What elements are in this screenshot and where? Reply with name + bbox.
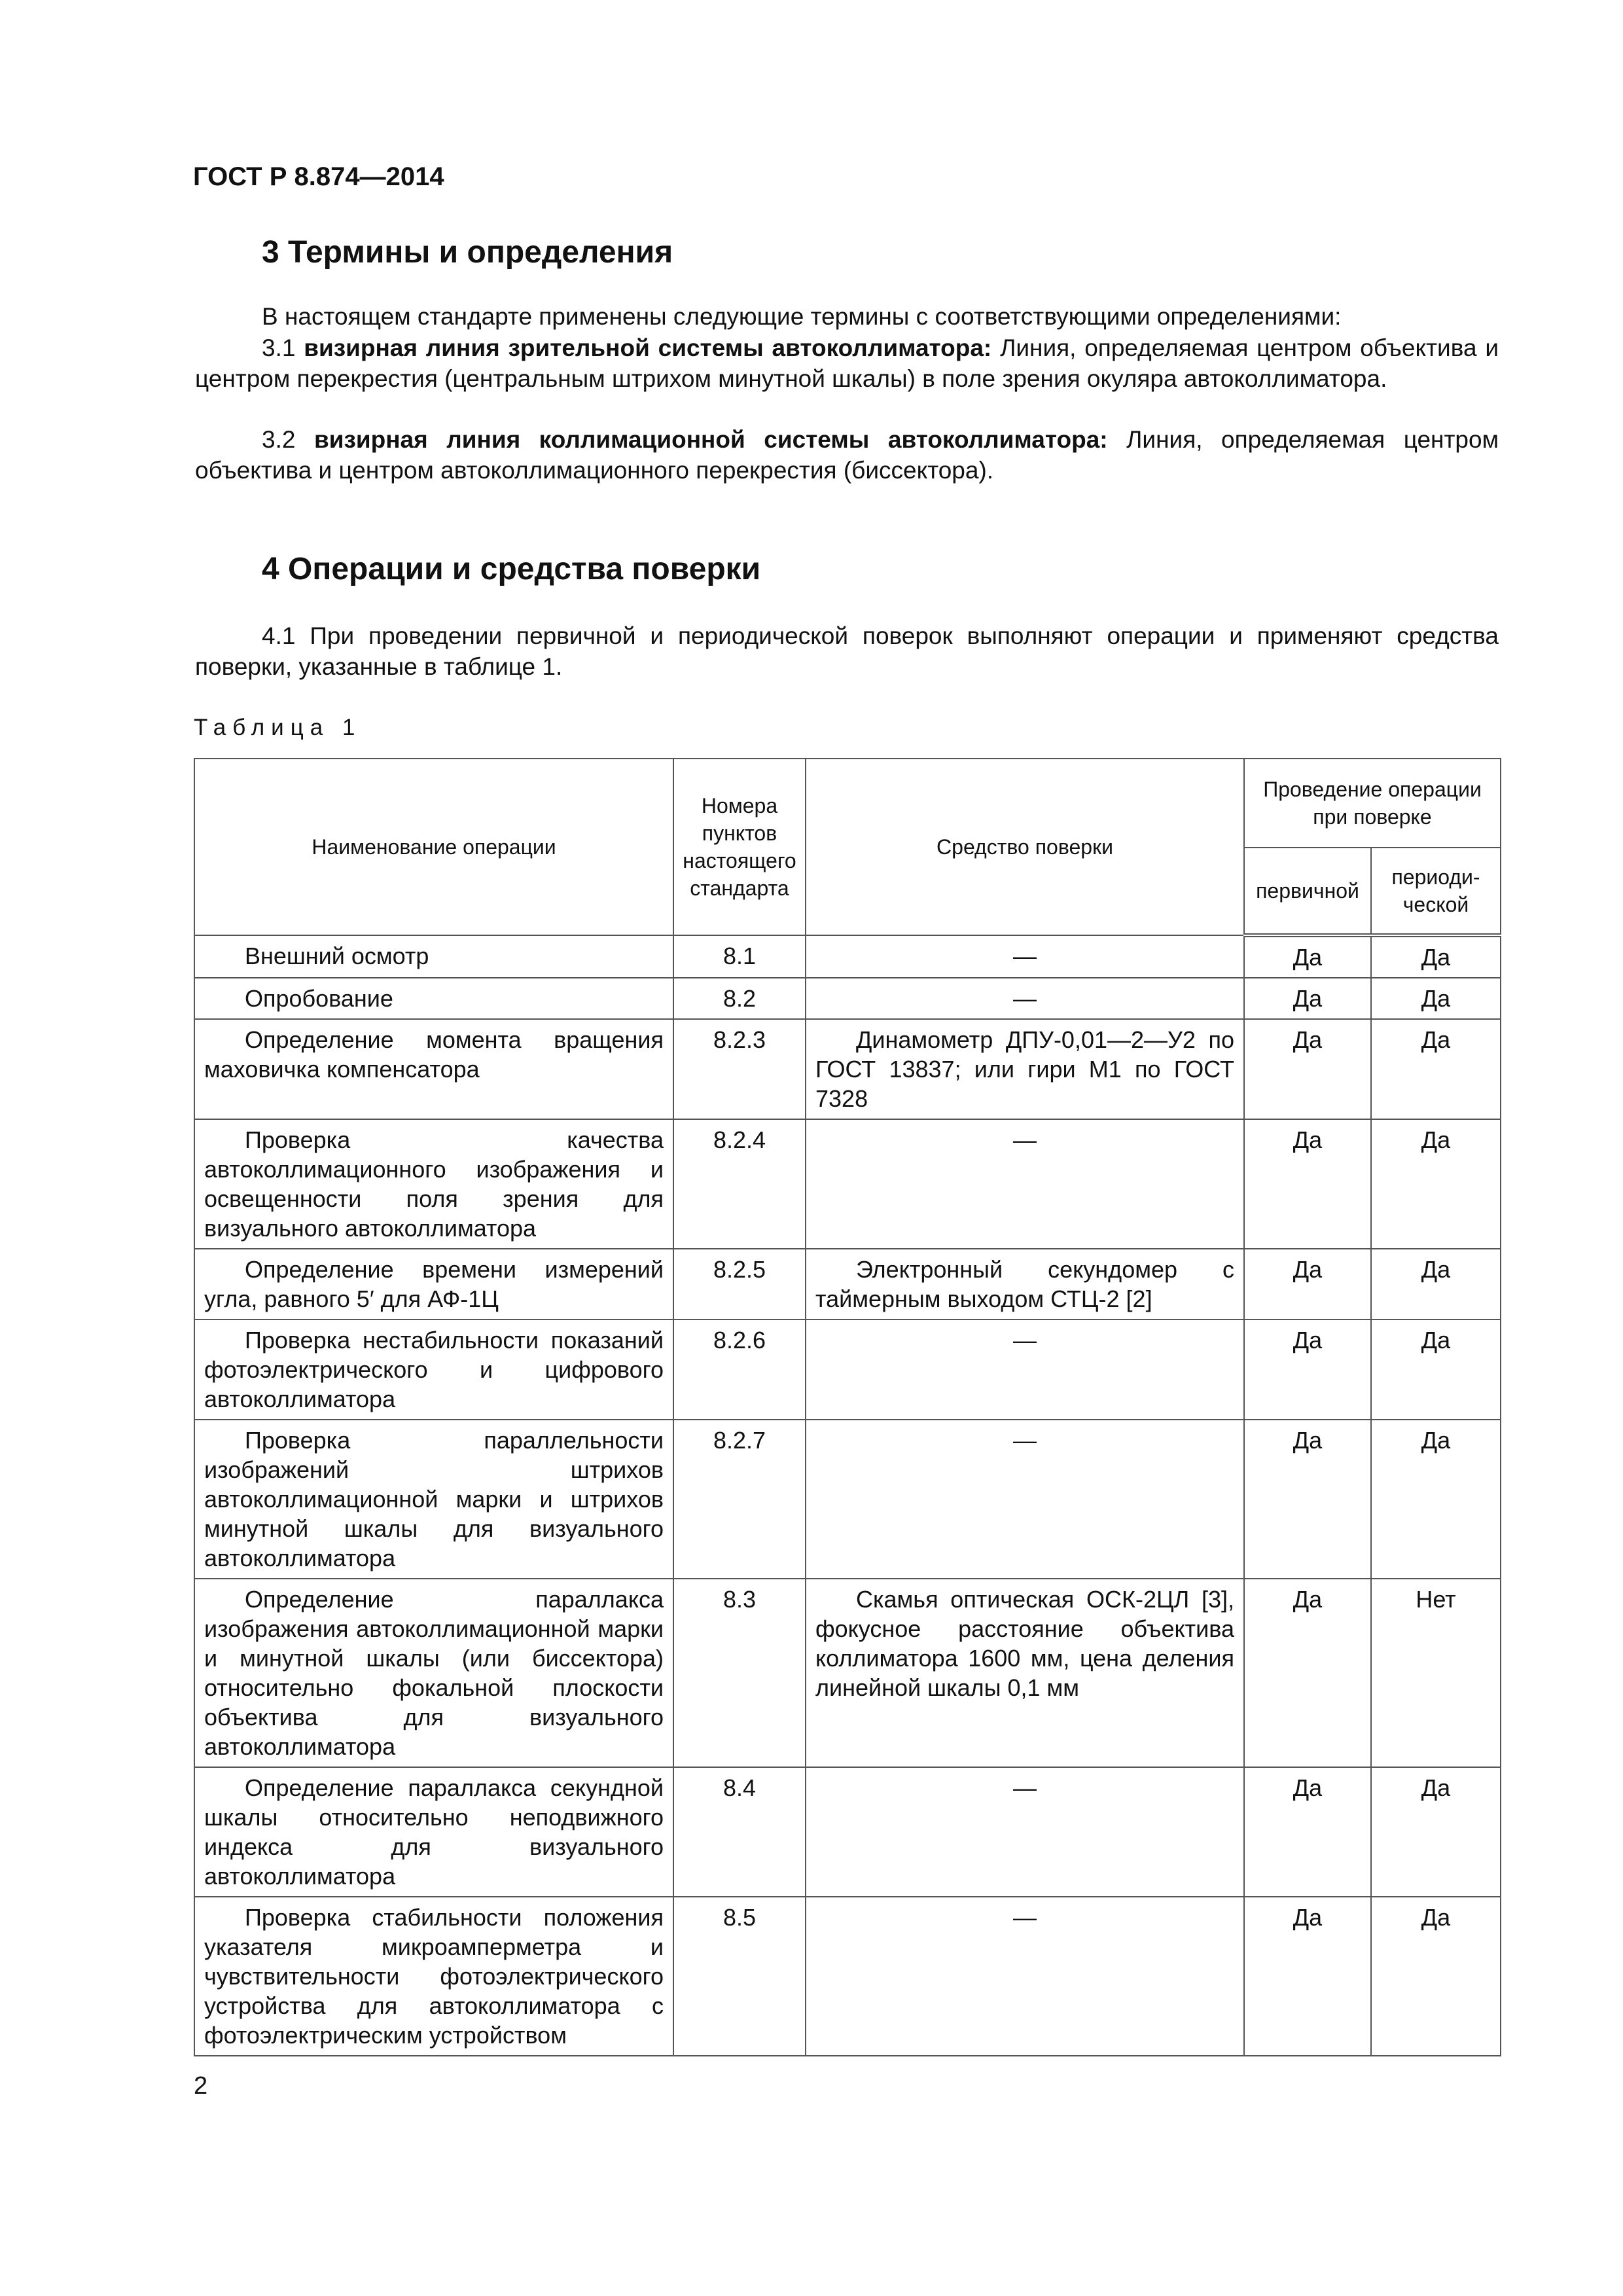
header-primary: первичной xyxy=(1244,848,1371,935)
table-row xyxy=(194,1249,1501,1319)
periodic-cell: Нет xyxy=(1371,1579,1501,1767)
operation-cell: Проверка качества автоколлимационного изображения и освещенности поля зрения для визуального автоколлиматора xyxy=(194,1119,673,1249)
tool-cell: — xyxy=(806,1420,1244,1579)
term-number: 3.2 xyxy=(262,426,296,453)
page-number: 2 xyxy=(194,2072,208,2100)
periodic-cell: Да xyxy=(1371,1319,1501,1420)
term-name: визирная линия зрительной системы автоколлиматора: xyxy=(304,334,992,361)
section-3-intro: В настоящем стандарте применены следующие термины с соответствующими определениями: xyxy=(262,303,1342,330)
primary-cell: Да xyxy=(1244,1119,1371,1249)
table-row xyxy=(194,978,1501,1019)
header-operation: Наименование операции xyxy=(194,759,673,935)
section-3-title: 3 Термины и определения xyxy=(262,235,673,270)
clause-cell: 8.2.3 xyxy=(673,1019,806,1119)
operation-cell: Определение времени измерений угла, равного 5′ для АФ-1Ц xyxy=(194,1249,673,1319)
section-4-title: 4 Операции и средства поверки xyxy=(262,552,761,586)
tool-cell: — xyxy=(806,1119,1244,1249)
table-row xyxy=(194,1319,1501,1420)
tool-cell: Электронный секундомер с таймерным выходом СТЦ-2 [2] xyxy=(806,1249,1244,1319)
term-definition: Линия, определяемая центром объектива и центром автоколлимационного перекрестия (биссектора). xyxy=(195,426,1499,484)
header-verification-group: Проведение операции при поверке xyxy=(1244,759,1501,848)
operation-cell: Внешний осмотр xyxy=(194,935,673,978)
clause-cell: 8.2.7 xyxy=(673,1420,806,1579)
tool-cell: — xyxy=(806,978,1244,1019)
clause-cell: 8.3 xyxy=(673,1579,806,1767)
operation-cell: Определение момента вращения маховичка компенсатора xyxy=(194,1019,673,1119)
table-row xyxy=(194,935,1501,978)
table-label: Таблица 1 xyxy=(194,715,362,740)
table-row xyxy=(194,1579,1501,1767)
clause-cell: 8.2.5 xyxy=(673,1249,806,1319)
table-row xyxy=(194,1897,1501,2056)
periodic-cell: Да xyxy=(1371,1019,1501,1119)
header-periodic: периоди-ческой xyxy=(1371,848,1501,935)
term-3-2 xyxy=(195,424,1499,486)
periodic-cell: Да xyxy=(1371,1767,1501,1897)
primary-cell: Да xyxy=(1244,935,1371,978)
primary-cell: Да xyxy=(1244,1249,1371,1319)
table-row xyxy=(194,1119,1501,1249)
tool-cell: — xyxy=(806,1319,1244,1420)
operation-cell: Проверка стабильности положения указателя микроамперметра и чувствительности фотоэлектрического устройства для автоколлиматора с фотоэлектрическим устройством xyxy=(194,1897,673,2056)
clause-cell: 8.4 xyxy=(673,1767,806,1897)
tool-cell: — xyxy=(806,1767,1244,1897)
clause-cell: 8.2 xyxy=(673,978,806,1019)
table-row xyxy=(194,1019,1501,1119)
term-name: визирная линия коллимационной системы автоколлиматора: xyxy=(313,426,1108,453)
clause-4-1: 4.1 При проведении первичной и периодической поверок выполняют операции и применяют средства поверки, указанные в таблице 1. xyxy=(195,622,1499,680)
primary-cell: Да xyxy=(1244,1319,1371,1420)
periodic-cell: Да xyxy=(1371,1420,1501,1579)
operation-cell: Определение параллакса изображения автоколлимационной марки и минутной шкалы (или биссектора) относительно фокальной плоскости объектива для визуального автоколлиматора xyxy=(194,1579,673,1767)
primary-cell: Да xyxy=(1244,1579,1371,1767)
periodic-cell: Да xyxy=(1371,935,1501,978)
verification-operations-table xyxy=(194,758,1501,2056)
clause-cell: 8.2.4 xyxy=(673,1119,806,1249)
primary-cell: Да xyxy=(1244,1420,1371,1579)
document-code: ГОСТ Р 8.874—2014 xyxy=(193,162,444,191)
primary-cell: Да xyxy=(1244,1019,1371,1119)
term-3-1 xyxy=(195,332,1499,394)
header-clause: Номера пунктов настоящего стандарта xyxy=(673,759,806,935)
tool-cell: Динамометр ДПУ-0,01—2—У2 по ГОСТ 13837; или гири М1 по ГОСТ 7328 xyxy=(806,1019,1244,1119)
table-row xyxy=(194,1767,1501,1897)
periodic-cell: Да xyxy=(1371,1897,1501,2056)
clause-cell: 8.5 xyxy=(673,1897,806,2056)
clause-cell: 8.2.6 xyxy=(673,1319,806,1420)
periodic-cell: Да xyxy=(1371,1249,1501,1319)
clause-cell: 8.1 xyxy=(673,935,806,978)
periodic-cell: Да xyxy=(1371,1119,1501,1249)
primary-cell: Да xyxy=(1244,978,1371,1019)
tool-cell: Скамья оптическая ОСК-2ЦЛ [3], фокусное расстояние объектива коллиматора 1600 мм, цена деления линейной шкалы 0,1 мм xyxy=(806,1579,1244,1767)
primary-cell: Да xyxy=(1244,1897,1371,2056)
operation-cell: Опробование xyxy=(194,978,673,1019)
operation-cell: Определение параллакса секундной шкалы относительно неподвижного индекса для визуального автоколлиматора xyxy=(194,1767,673,1897)
term-number: 3.1 xyxy=(262,334,296,361)
term-definition: Линия, определяемая центром объектива и центром перекрестия (центральным штрихом минутной шкалы) в поле зрения окуляра автоколлиматора. xyxy=(195,334,1499,392)
table-row xyxy=(194,1420,1501,1579)
header-tool: Средство поверки xyxy=(806,759,1244,935)
operation-cell: Проверка нестабильности показаний фотоэлектрического и цифрового автоколлиматора xyxy=(194,1319,673,1420)
tool-cell: — xyxy=(806,935,1244,978)
primary-cell: Да xyxy=(1244,1767,1371,1897)
operation-cell: Проверка параллельности изображений штрихов автоколлимационной марки и штрихов минутной шкалы для визуального автоколлиматора xyxy=(194,1420,673,1579)
periodic-cell: Да xyxy=(1371,978,1501,1019)
tool-cell: — xyxy=(806,1897,1244,2056)
